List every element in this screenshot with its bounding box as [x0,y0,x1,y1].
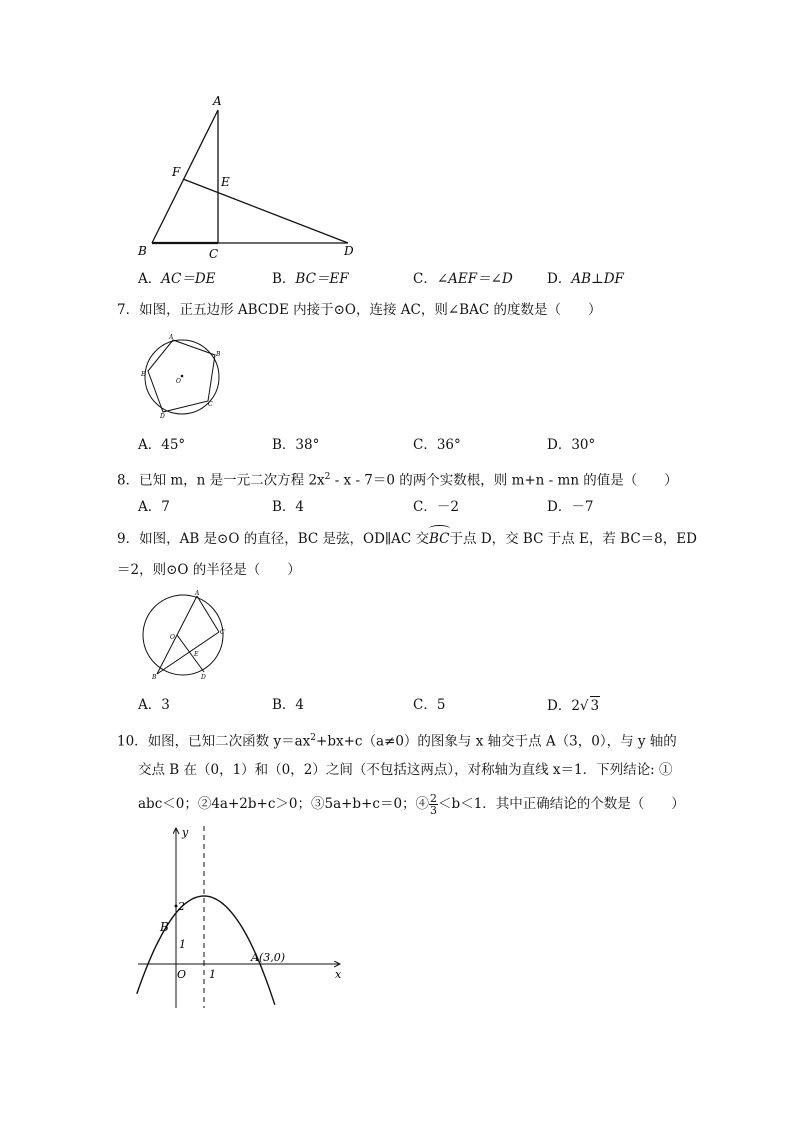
q9-label-c: C [220,629,225,636]
q6-label-c: C [209,247,219,261]
q9-option-a: A．3 [138,697,170,713]
q6-label-e: E [221,175,230,189]
q9-label-a: A [195,590,200,597]
q6-triangle-figure [130,90,370,265]
q7-label-o: O [176,378,181,385]
q8-option-a: A．7 [138,499,170,515]
q6-option-c: C．∠AEF＝∠D [413,271,513,287]
q7-option-d: D．30° [547,437,596,453]
q9-circle-figure [133,590,231,680]
q10-label-one-x: 1 [209,968,216,981]
q7-label-a: A [169,334,174,341]
q9-label-o: O [170,634,175,641]
q6-label-b: B [138,244,147,258]
q8-option-c: C．－2 [413,499,459,515]
q7-label-c: C [208,401,213,408]
q10-stem-line3: abc＜0；②4a+2b+c＞0；③5a+b+c＝0；④ $\frac{2}{3}$ ＜b＜1．其中正确结论的个数是（ ） [138,792,685,817]
q10-label-two: 2 [178,900,185,913]
q10-label-b: B [160,920,169,934]
q9-stem-line1: 9．如图，AB 是⊙O 的直径，BC 是弦，OD∥AC 交BC于点 D，交 BC 于点 E，若 BC＝8，ED [117,531,697,547]
q10-label-one-y: 1 [179,938,186,951]
q8-option-d: D．－7 [547,499,594,515]
q8-option-b: B．4 [272,499,305,515]
q9-stem-line2: ＝2，则⊙O 的半径是（ ） [117,562,301,578]
q10-parabola-graph [130,822,350,1010]
q10-label-x: x [335,968,342,981]
q10-fraction: $\frac{2}{3}$ [430,792,438,817]
q6-label-a: A [213,94,222,108]
q6-option-d: D．AB⊥DF [547,271,624,287]
q6-option-b: B．BC＝EF [272,271,349,287]
q6-option-a: A．AC＝DE [138,271,216,287]
q7-stem: 7．如图，正五边形 ABCDE 内接于⊙O，连接 AC，则∠BAC 的度数是（ ） [117,302,602,318]
q9-option-c: C．5 [413,697,446,713]
q10-label-a: A(3,0) [251,951,286,964]
q10-label-y: y [182,826,189,839]
q10-label-o: O [177,968,187,981]
q7-label-b: B [216,351,221,358]
q7-option-a: A．45° [138,437,186,453]
q7-label-d: D [160,413,165,420]
q9-label-e: E [194,651,199,658]
q9-option-b: B．4 [272,697,305,713]
q7-label-e: E [141,371,146,378]
q10-stem-line2: 交点 B 在（0，1）和（0，2）之间（不包括这两点），对称轴为直线 x＝1．下列结论: ① [138,762,673,778]
q9-option-d: D．2√ 3 [547,698,600,714]
q7-pentagon-figure [136,333,228,421]
q7-option-b: B．38° [272,437,320,453]
q6-label-f: F [172,165,181,179]
q8-stem: 8．已知 m，n 是一元二次方程 $2x^2 - x - 7=0$ 的两个实数根，则 m+n - mn 的值是（ ） [117,472,678,489]
q9-label-d: D [201,674,206,680]
q9-label-b: B [152,674,157,680]
q10-stem-line1: 10．如图，已知二次函数 $y=ax^2+bx+c(a\ne 0)$的图象与 x 轴交于点 A（3，0），与 y 轴的 [117,733,677,750]
q7-option-c: C．36° [413,437,461,453]
q9-arc-bc: BC [429,531,450,547]
q6-label-d: D [344,244,354,258]
